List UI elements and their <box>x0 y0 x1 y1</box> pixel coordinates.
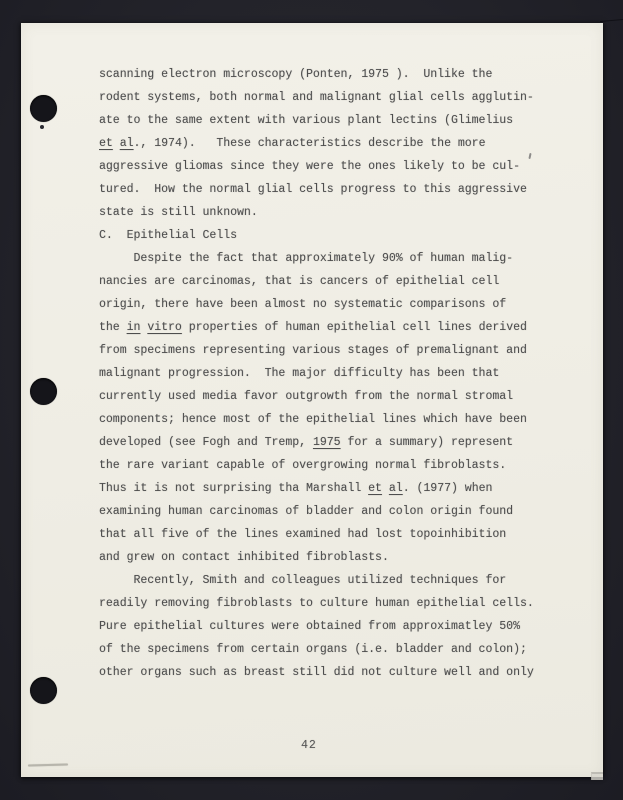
underlined-text: in <box>126 321 141 334</box>
text-segment: Despite the fact that approximately 90% of human malig- <box>99 252 514 265</box>
text-segment: Recently, Smith and colleagues utilized techniques for <box>99 574 507 587</box>
text-line <box>99 661 534 684</box>
text-segment: for a summary) represent <box>340 436 514 449</box>
text-segment: Thus it is not surprising tha Marshall <box>99 482 369 495</box>
text-line <box>99 224 534 247</box>
page-number: 42 <box>301 739 317 752</box>
underlined-text: al <box>119 137 134 150</box>
text-line <box>99 638 534 661</box>
text-line <box>99 454 534 477</box>
text-segment <box>382 482 389 495</box>
text-segment: Pure epithelial cultures were obtained from approximatley 50% <box>99 620 520 633</box>
text-segment: other organs such as breast still did not culture well and only <box>99 666 534 679</box>
text-line <box>99 523 534 546</box>
punch-hole-top <box>30 95 57 122</box>
text-segment: readily removing fibroblasts to culture human epithelial cells. <box>99 597 534 610</box>
text-segment: state is still unknown. <box>99 206 258 219</box>
text-line <box>99 316 534 339</box>
text-line <box>99 132 534 155</box>
text-line <box>99 63 534 86</box>
text-line <box>99 385 534 408</box>
punch-hole-bottom <box>30 677 57 704</box>
text-line <box>99 569 534 592</box>
text-line <box>99 477 534 500</box>
text-segment: the <box>99 321 127 334</box>
text-segment: from specimens representing various stages of premalignant and <box>99 344 527 357</box>
text-line <box>99 339 534 362</box>
text-segment: aggressive gliomas since they were the ones likely to be cul- <box>99 160 520 173</box>
text-segment: tured. How the normal glial cells progress to this aggressive <box>99 183 527 196</box>
text-line <box>99 155 534 178</box>
underlined-text: et <box>368 482 382 495</box>
underlined-text: al <box>388 482 403 495</box>
text-segment: currently used media favor outgrowth from the normal stromal <box>99 390 514 403</box>
text-segment: . (1977) when <box>402 482 493 495</box>
text-line <box>99 109 534 132</box>
text-segment: of the specimens from certain organs (i.e. bladder and colon); <box>99 643 527 656</box>
text-segment: malignant progression. The major difficulty has been that <box>99 367 500 380</box>
text-segment: rodent systems, both normal and malignant glial cells agglutin- <box>99 91 534 104</box>
text-line <box>99 500 534 523</box>
text-line <box>99 615 534 638</box>
text-segment: and grew on contact inhibited fibroblasts. <box>99 551 389 564</box>
text-line <box>99 86 534 109</box>
text-line <box>99 247 534 270</box>
text-line <box>99 408 534 431</box>
ink-speck <box>40 125 44 129</box>
text-line <box>99 270 534 293</box>
text-line <box>99 431 534 454</box>
text-segment: developed (see Fogh and Tremp, <box>99 436 313 449</box>
text-segment: properties of human epithelial cell lines derived <box>181 321 527 334</box>
text-line <box>99 592 534 615</box>
text-line <box>99 178 534 201</box>
text-line <box>99 293 534 316</box>
underlined-text: et <box>99 137 113 150</box>
punch-hole-middle <box>30 378 57 405</box>
underlined-text: vitro <box>147 321 182 334</box>
text-segment: nancies are carcinomas, that is cancers of epithelial cell <box>99 275 500 288</box>
text-segment <box>113 137 120 150</box>
text-segment: components; hence most of the epithelial lines which have been <box>99 413 527 426</box>
text-segment: C. Epithelial Cells <box>99 229 238 242</box>
corner-mark <box>591 772 603 780</box>
underlined-text: 1975 <box>312 436 341 449</box>
text-segment: origin, there have been almost no systematic comparisons of <box>99 298 507 311</box>
text-line <box>99 362 534 385</box>
text-segment: that all five of the lines examined had lost topoinhibition <box>99 528 507 541</box>
text-segment: the rare variant capable of overgrowing normal fibroblasts. <box>99 459 507 472</box>
text-segment: ., 1974). These characteristics describe the more <box>133 137 486 150</box>
text-line <box>99 201 534 224</box>
pencil-smudge <box>28 763 68 766</box>
text-block <box>99 63 534 684</box>
document-page <box>21 23 603 777</box>
text-line <box>99 546 534 569</box>
text-segment: ate to the same extent with various plant lectins (Glimelius <box>99 114 514 127</box>
text-segment: scanning electron microscopy (Ponten, 1975 ). Unlike the <box>99 68 493 81</box>
text-segment: examining human carcinomas of bladder and colon origin found <box>99 505 514 518</box>
